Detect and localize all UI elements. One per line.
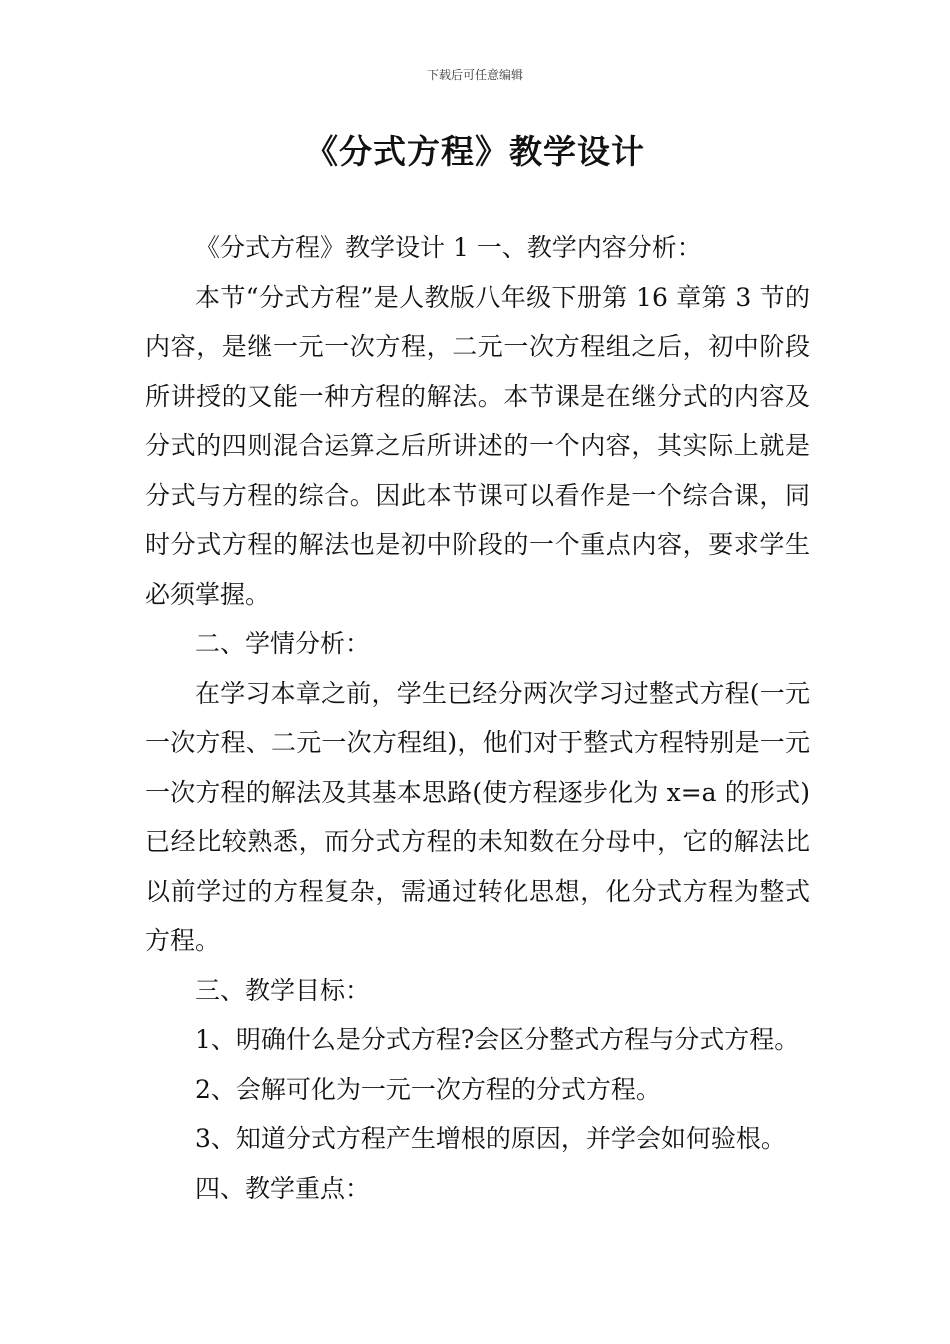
document-body	[145, 223, 810, 1213]
paragraph-intro: 《分式方程》教学设计 1 一、教学内容分析：	[195, 233, 702, 262]
goal-item-2: 2、会解可化为一元一次方程的分式方程。	[195, 1074, 661, 1104]
goal-item-3: 3、知道分式方程产生增根的原因，并学会如何验根。	[195, 1124, 786, 1153]
page-title: 《分式方程》教学设计	[305, 132, 645, 171]
heading-key-points: 四、教学重点：	[195, 1173, 371, 1203]
heading-learner-analysis: 二、学情分析：	[195, 629, 371, 658]
paragraph-content-analysis: 本节“分式方程”是人教版八年级下册第 16 章第 3 节的内容，是继一元一次方程，二元一次方程组之后，初中阶段所讲授的又能一种方程的解法。本节课是在继分式的内容及分式的四则混合运算之后所讲述的一个内容，其实际上就是分式与方程的综合。因此本节课可以看作是一个综合课，同时分式方程的解法也是初中阶段的一个重点内容，要求学生必须掌握。	[145, 282, 810, 609]
heading-teaching-goals: 三、教学目标：	[195, 975, 371, 1005]
header-note: 下载后可任意编辑	[426, 68, 523, 82]
goal-item-1: 1、明确什么是分式方程?会区分整式方程与分式方程。	[195, 1025, 800, 1054]
paragraph-learner-analysis: 在学习本章之前，学生已经分两次学习过整式方程(一元一次方程、二元一次方程组)，他们对于整式方程特别是一元一次方程的解法及其基本思路(使方程逐步化为 x=a 的形式)已经比较熟悉，而分式方程的未知数在分母中，它的解法比以前学过的方程复杂，需通过转化思想，化分式方程为整式方程。	[145, 678, 810, 955]
